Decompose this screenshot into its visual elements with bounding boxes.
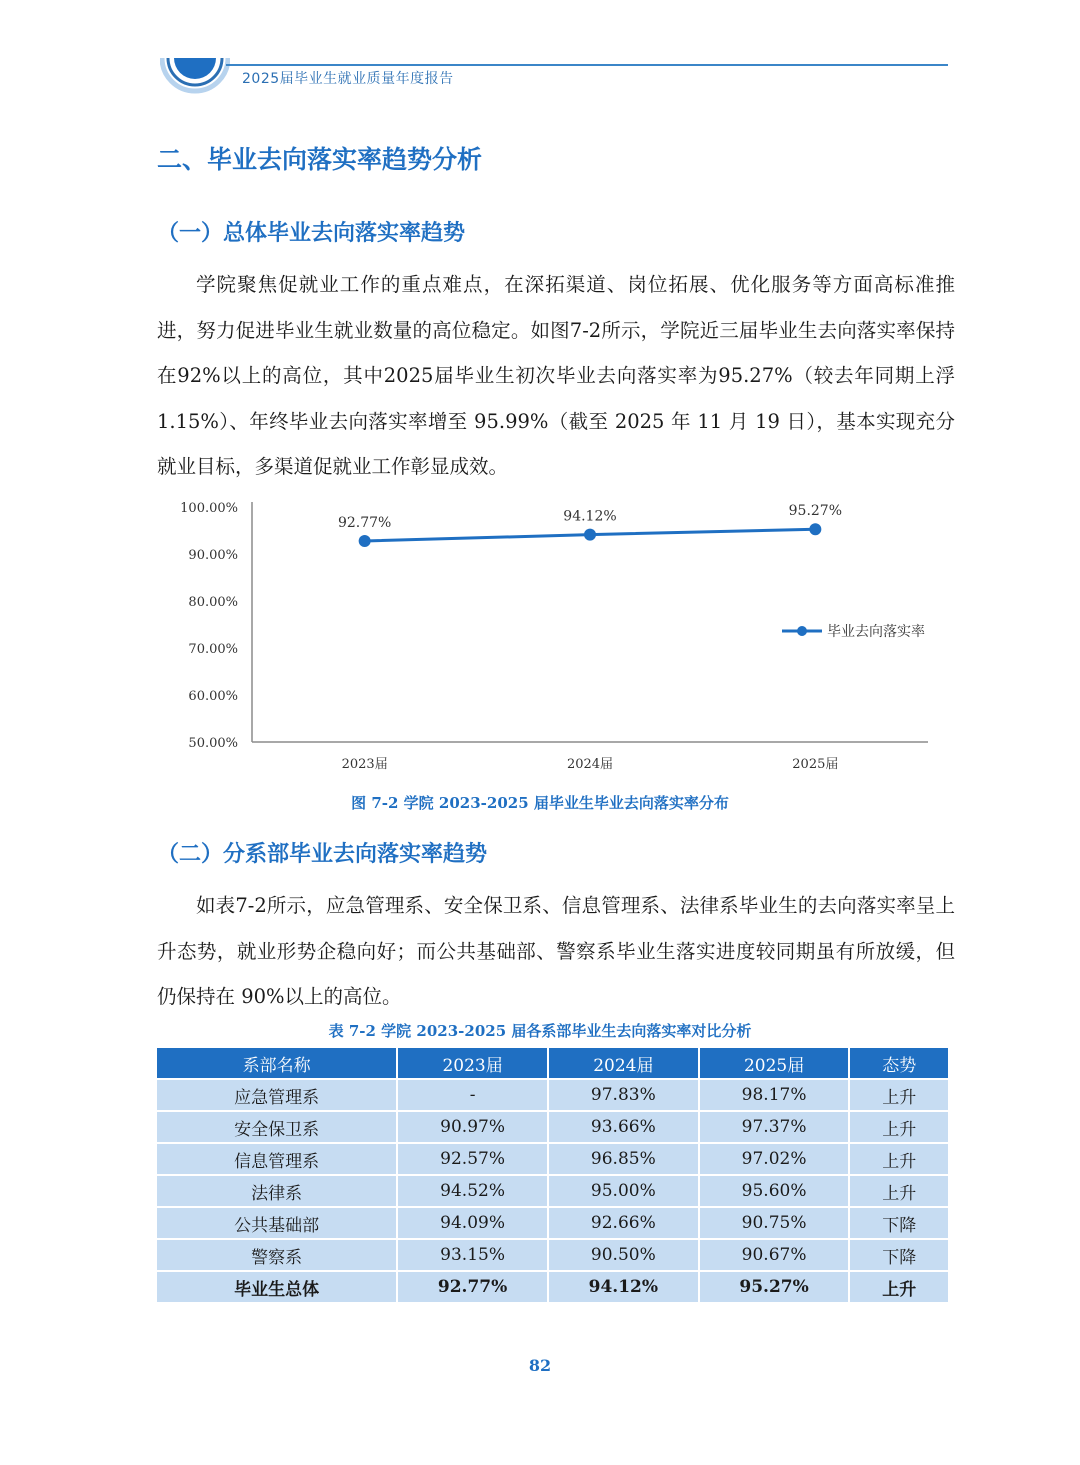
subsection-title-overall: （一）总体毕业去向落实率趋势 [157,221,466,246]
cell-2024: 94.12% [549,1272,698,1302]
section-title: 二、毕业去向落实率趋势分析 [157,145,483,174]
cell-department: 安全保卫系 [157,1112,396,1142]
cell-2024: 95.00% [549,1176,698,1206]
subsection-title-departments: （二）分系部毕业去向落实率趋势 [157,842,488,867]
chart-caption: 图 7-2 学院 2023-2025 届毕业生毕业去向落实率分布 [351,794,729,812]
data-point [584,529,596,541]
cell-2025: 90.75% [700,1208,849,1238]
cell-2024: 96.85% [549,1144,698,1174]
cell-2023: 90.97% [398,1112,547,1142]
cell-trend: 下降 [850,1240,948,1270]
y-tick-label: 60.00% [188,689,238,704]
table-row [157,1112,948,1142]
cell-trend: 上升 [850,1176,948,1206]
cell-2025: 97.02% [700,1144,849,1174]
cell-department: 毕业生总体 [157,1272,396,1302]
cell-2023: 94.09% [398,1208,547,1238]
department-rate-table [155,1046,950,1304]
cell-2025: 98.17% [700,1080,849,1110]
data-label: 94.12% [563,508,617,525]
y-tick-label: 70.00% [188,642,238,657]
table-row [157,1144,948,1174]
cell-2024: 92.66% [549,1208,698,1238]
header-title: 2025届毕业生就业质量年度报告 [242,71,454,87]
header-2023: 2023届 [398,1048,547,1078]
cell-2023: - [398,1080,547,1110]
x-tick-label: 2025届 [792,757,839,772]
data-point [809,523,821,535]
page-number: 82 [528,1356,552,1375]
cell-2023: 93.15% [398,1240,547,1270]
cell-2024: 90.50% [549,1240,698,1270]
y-tick-label: 80.00% [188,595,238,610]
page-header [0,0,1080,110]
header-rule [226,64,948,66]
x-tick-label: 2024届 [566,757,614,772]
cell-2023: 94.52% [398,1176,547,1206]
cell-department: 公共基础部 [157,1208,396,1238]
cell-2023: 92.57% [398,1144,547,1174]
line-chart [160,492,950,782]
table-row [157,1080,948,1110]
cell-trend: 上升 [850,1144,948,1174]
cell-trend: 上升 [850,1272,948,1302]
table-row [157,1240,948,1270]
overall-paragraph: 学院聚焦促就业工作的重点难点，在深拓渠道、岗位拓展、优化服务等方面高标准推进，努力促进毕业生就业数量的高位稳定。如图7-2所示，学院近三届毕业生去向落实率保持在92%以上的高位，其中2025届毕业生初次毕业去向落实率为95.27%（较去年同期上浮 1.15%）、年终毕业去向落实率增至 95.99%（截至 2025 年 11 月 19 日），基本实现充分就业目标，多渠道促就业工作彰显成效。 [157,273,955,478]
cell-trend: 下降 [850,1208,948,1238]
cell-2025: 97.37% [700,1112,849,1142]
y-tick-label: 90.00% [188,548,238,563]
x-tick-label: 2023届 [341,757,388,772]
table-row [157,1208,948,1238]
table-total-row [157,1272,948,1302]
y-tick-label: 50.00% [188,736,238,751]
table-header-row [157,1048,948,1078]
table-caption: 表 7-2 学院 2023-2025 届各系部毕业生去向落实率对比分析 [328,1022,752,1040]
cell-department: 法律系 [157,1176,396,1206]
cell-trend: 上升 [850,1112,948,1142]
legend-label: 毕业去向落实率 [827,624,925,640]
cell-2024: 97.83% [549,1080,698,1110]
cell-2023: 92.77% [398,1272,547,1302]
header-department: 系部名称 [157,1048,396,1078]
data-point [359,535,371,547]
departments-paragraph: 如表7-2所示，应急管理系、安全保卫系、信息管理系、法律系毕业生的去向落实率呈上升态势，就业形势企稳向好；而公共基础部、警察系毕业生落实进度较同期虽有所放缓，但仍保持在 90%以上的高位。 [157,894,955,1008]
table-row [157,1176,948,1206]
report-logo-icon [160,40,230,102]
header-2024: 2024届 [549,1048,698,1078]
cell-2025: 90.67% [700,1240,849,1270]
cell-2024: 93.66% [549,1112,698,1142]
y-tick-label: 100.00% [180,501,238,516]
data-label: 95.27% [788,503,843,520]
cell-department: 警察系 [157,1240,396,1270]
legend-marker [797,626,807,636]
cell-department: 信息管理系 [157,1144,396,1174]
cell-department: 应急管理系 [157,1080,396,1110]
cell-2025: 95.27% [700,1272,849,1302]
data-label: 92.77% [337,514,392,531]
header-2025: 2025届 [700,1048,849,1078]
cell-trend: 上升 [850,1080,948,1110]
cell-2025: 95.60% [700,1176,849,1206]
chart-container [160,492,950,782]
header-trend: 态势 [850,1048,948,1078]
